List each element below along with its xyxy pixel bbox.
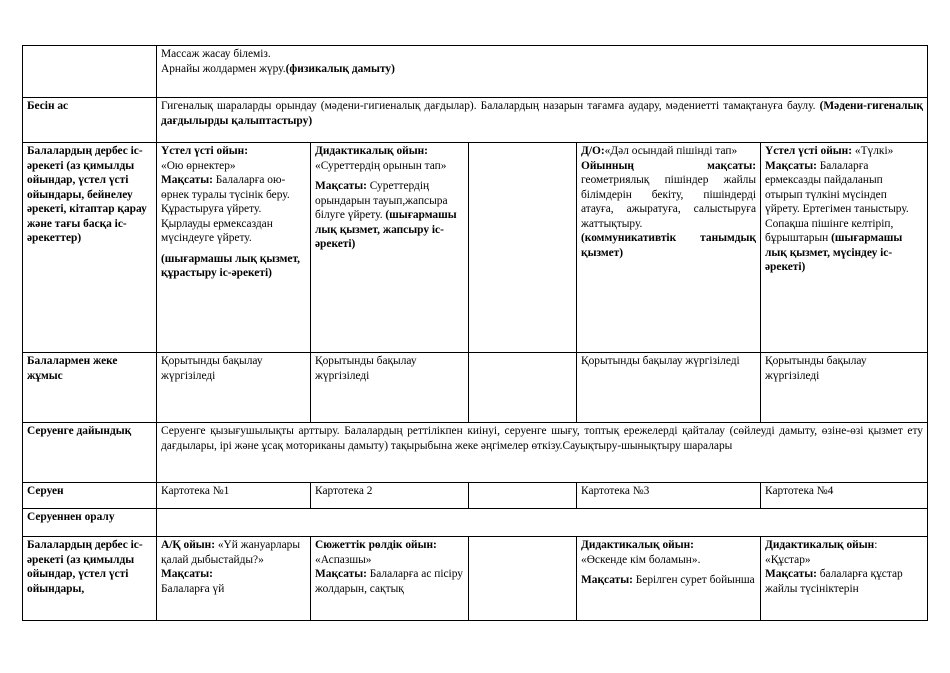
row-walk [23, 483, 928, 509]
text-line: Массаж жасау білеміз. [161, 48, 271, 60]
activity-cell-empty [469, 143, 577, 353]
activity-cell: Дидактикалық ойын: «Құстар» Мақсаты: балаларға құстар жайлы түсініктерін [761, 537, 928, 621]
row-label: Балалардың дербес іс-әрекеті (аз қимылды ойындар, үстел үсті ойындары, [23, 537, 157, 621]
activity-cell: Сюжеттік рөлдік ойын: «Аспазшы» Мақсаты: Балаларға ас пісіру жолдарын, сақтық [311, 537, 469, 621]
activity-cell: Д/О:«Дәл осындай пішінді тап» Ойынның мақсаты: геометриялық пішіндер жайлы білімдерін бекіту, пішіндерді атауға, ажыратуға, салыстыруға жаттықтыру. (коммуникативтік танымдық қызмет) [577, 143, 761, 353]
row-content-empty [157, 509, 928, 537]
card-cell: Картотека №3 [577, 483, 761, 509]
work-cell: Қорытынды бақылау жүргізіледі [577, 353, 761, 423]
text-line: Арнайы жолдармен жүру.(физикалық дамыту) [161, 62, 395, 75]
activity-cell: Дидактикалық ойын: «Суреттердің орынын тап» Мақсаты: Суреттердің орындарын тауып,жапсыра білуге үйрету. (шығармашы лық қызмет, жапсыру іс-әрекеті) [311, 143, 469, 353]
activity-cell: А/Қ ойын: «Үй жануарлары қалай дыбыстайды?» Мақсаты: Балаларға үй [157, 537, 311, 621]
row-label: Балалардың дербес іс-әрекеті (аз қимылды ойындар, үстел үсті ойындары, бейнелеу әрекеті, кітаптар қарау және тағы басқа іс-әрекеттер) [23, 143, 157, 353]
row-label: Бесін ас [23, 98, 157, 143]
card-cell: Картотека №4 [761, 483, 928, 509]
row-label: Серуен [23, 483, 157, 509]
activity-cell: Дидактикалық ойын: «Өскенде кім боламын». Мақсаты: Берілген сурет бойынша [577, 537, 761, 621]
card-cell: Картотека №1 [157, 483, 311, 509]
row-independent-activity-2 [23, 537, 928, 621]
card-cell: Картотека 2 [311, 483, 469, 509]
row-label: Серуеннен оралу [23, 509, 157, 537]
schedule-table [22, 45, 928, 621]
activity-cell-empty [469, 537, 577, 621]
row-lunch [23, 98, 928, 143]
row-content: Гигеналық шараларды орындау (мәдени-гигиеналық дағдылар). Балалардың назарын тағамға аудару, мәдениетті тамақтануға баулу. (Мәдени-гигеналық дағдылырды қалыптастыру) [157, 98, 928, 143]
row-content: Серуенге қызығушылықты арттыру. Балалардың реттілікпен киінуі, серуенге шығу, топтық ережелерді қайталау (сөйлеуді дамыту, өзіне-өзі қызмет ету дағдылары, ірі және ұсақ моториканы дамыту) тақырыбына жеке әңгімелер өткізу.Сауықтыру-шынықтыру шаралары [157, 423, 928, 483]
work-cell: Қорытынды бақылау жүргізіледі [157, 353, 311, 423]
row-independent-activity [23, 143, 928, 353]
row-content [157, 46, 928, 98]
work-cell-empty [469, 353, 577, 423]
row-walk-prep [23, 423, 928, 483]
row-label: Серуенге дайындық [23, 423, 157, 483]
card-cell-empty [469, 483, 577, 509]
row-return [23, 509, 928, 537]
row-label-empty [23, 46, 157, 98]
row-individual-work [23, 353, 928, 423]
work-cell: Қорытынды бақылау жүргізіледі [761, 353, 928, 423]
activity-cell: Үстел үсті ойын: «Түлкі» Мақсаты: Балаларға ермексазды пайдаланып отырып түлкіні мүсіндеп үйрету. Ертегімен таныстыру. Сопақша пішінге келтіріп, бұрыштарын (шығармашы лық қызмет, мүсіндеу іс-әрекеті) [761, 143, 928, 353]
row-label: Балалармен жеке жұмыс [23, 353, 157, 423]
activity-cell: Үстел үсті ойын: «Ою өрнектер» Мақсаты: Балаларға ою-өрнек туралы түсінік беру. Құрастыруға үйрету. Қырлауды ермексаздан мүсіндеуге үйрету. (шығармашы лық қызмет, құрастыру іс-әрекеті) [157, 143, 311, 353]
row-massage [23, 46, 928, 98]
work-cell: Қорытынды бақылау жүргізіледі [311, 353, 469, 423]
